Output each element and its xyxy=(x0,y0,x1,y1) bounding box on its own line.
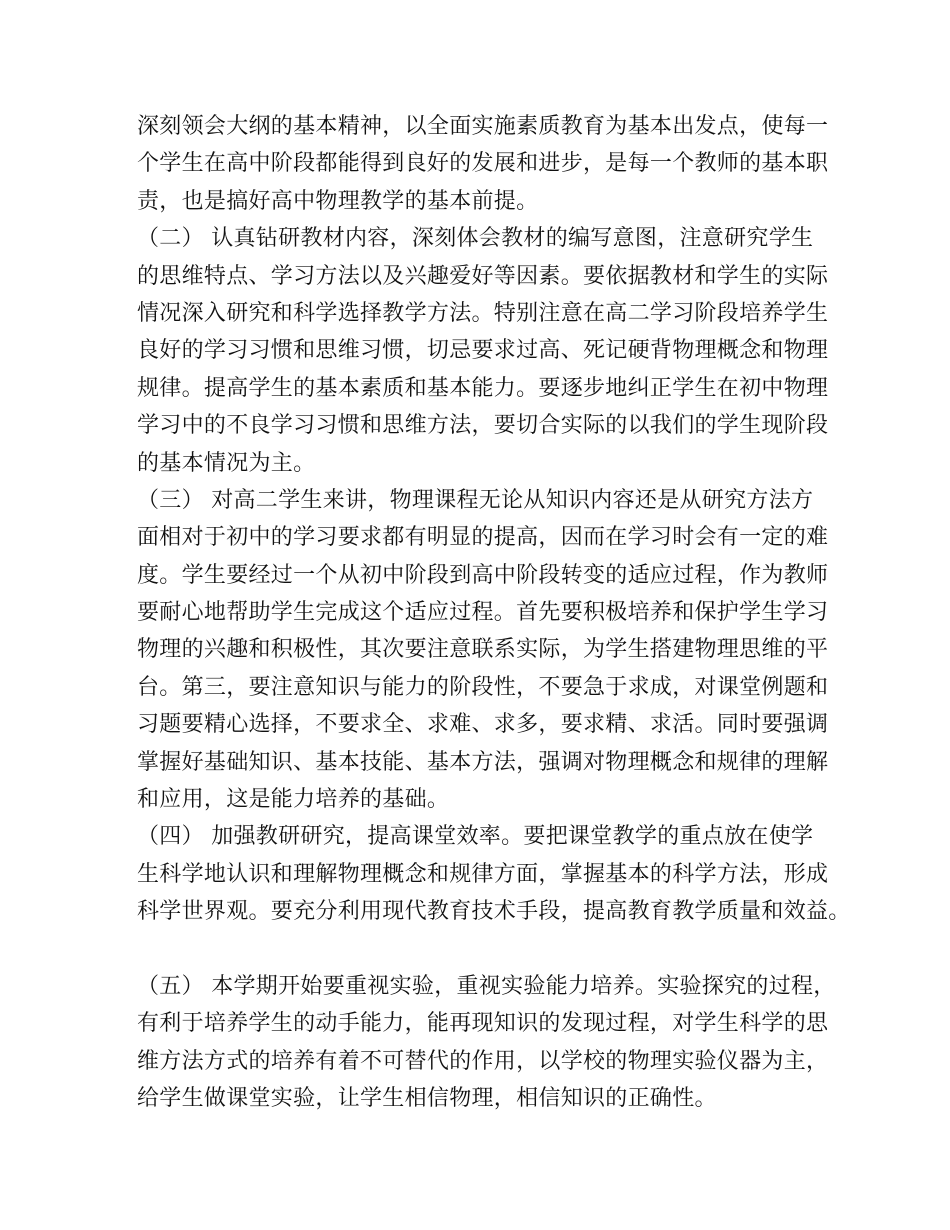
text-line: 掌握好基础知识、基本技能、基本方法，强调对物理概念和规律的理解 xyxy=(137,749,829,775)
text-line: 和应用，这是能力培养的基础。 xyxy=(137,787,450,813)
text-line: 生科学地认识和理解物理概念和规律方面，掌握基本的科学方法，形成 xyxy=(137,861,829,887)
text-line: 有利于培养学生的动手能力，能再现知识的发现过程，对学生科学的思 xyxy=(137,1011,829,1037)
paragraph-three-start: （三） 对高二学生来讲，物理课程无论从知识内容还是从研究方法方 xyxy=(137,487,814,513)
text-line: 责，也是搞好高中物理教学的基本前提。 xyxy=(137,188,539,214)
text-line: 科学世界观。要充分利用现代教育技术手段，提高教育教学质量和效益。 xyxy=(137,899,851,925)
text-line: 要耐心地帮助学生完成这个适应过程。首先要积极培养和保护学生学习 xyxy=(137,600,829,626)
text-line: 深刻领会大纲的基本精神，以全面实施素质教育为基本出发点，使每一 xyxy=(137,114,829,139)
blank-line xyxy=(137,931,827,968)
text-line: 给学生做课堂实验，让学生相信物理，相信知识的正确性。 xyxy=(137,1086,717,1112)
text-line: 台。第三，要注意知识与能力的阶段性，不要急于求成，对课堂例题和 xyxy=(137,674,829,700)
text-line: 维方法方式的培养有着不可替代的作用，以学校的物理实验仪器为主， xyxy=(137,1048,829,1074)
paragraph-four-start: （四） 加强教研研究，提高课堂效率。要把课堂教学的重点放在使学 xyxy=(137,824,814,850)
paragraph-two-start: （二） 认真钻研教材内容，深刻体会教材的编写意图，注意研究学生 xyxy=(137,226,814,252)
text-line: 面相对于初中的学习要求都有明显的提高，因而在学习时会有一定的难 xyxy=(137,525,829,551)
paragraph-five-start: （五） 本学期开始要重视实验，重视实验能力培养。实验探究的过程， xyxy=(137,973,836,999)
text-line: 学习中的不良学习习惯和思维方法，要切合实际的以我们的学生现阶段 xyxy=(137,413,829,439)
text-line: 习题要精心选择，不要求全、求难、求多，要求精、求活。同时要强调 xyxy=(137,712,829,738)
text-line: 情况深入研究和科学选择教学方法。特别注意在高二学习阶段培养学生 xyxy=(137,300,829,326)
text-line: 的思维特点、学习方法以及兴趣爱好等因素。要依据教材和学生的实际 xyxy=(137,263,829,289)
text-line: 良好的学习习惯和思维习惯，切忌要求过高、死记硬背物理概念和物理 xyxy=(137,338,829,364)
text-line: 的基本情况为主。 xyxy=(137,450,316,476)
text-line: 个学生在高中阶段都能得到良好的发展和进步，是每一个教师的基本职 xyxy=(137,151,829,177)
text-line: 规律。提高学生的基本素质和基本能力。要逐步地纠正学生在初中物理 xyxy=(137,375,829,401)
text-line: 度。学生要经过一个从初中阶段到高中阶段转变的适应过程，作为教师 xyxy=(137,562,829,588)
text-line: 物理的兴趣和积极性，其次要注意联系实际，为学生搭建物理思维的平 xyxy=(137,637,829,663)
document-body xyxy=(137,108,851,1118)
